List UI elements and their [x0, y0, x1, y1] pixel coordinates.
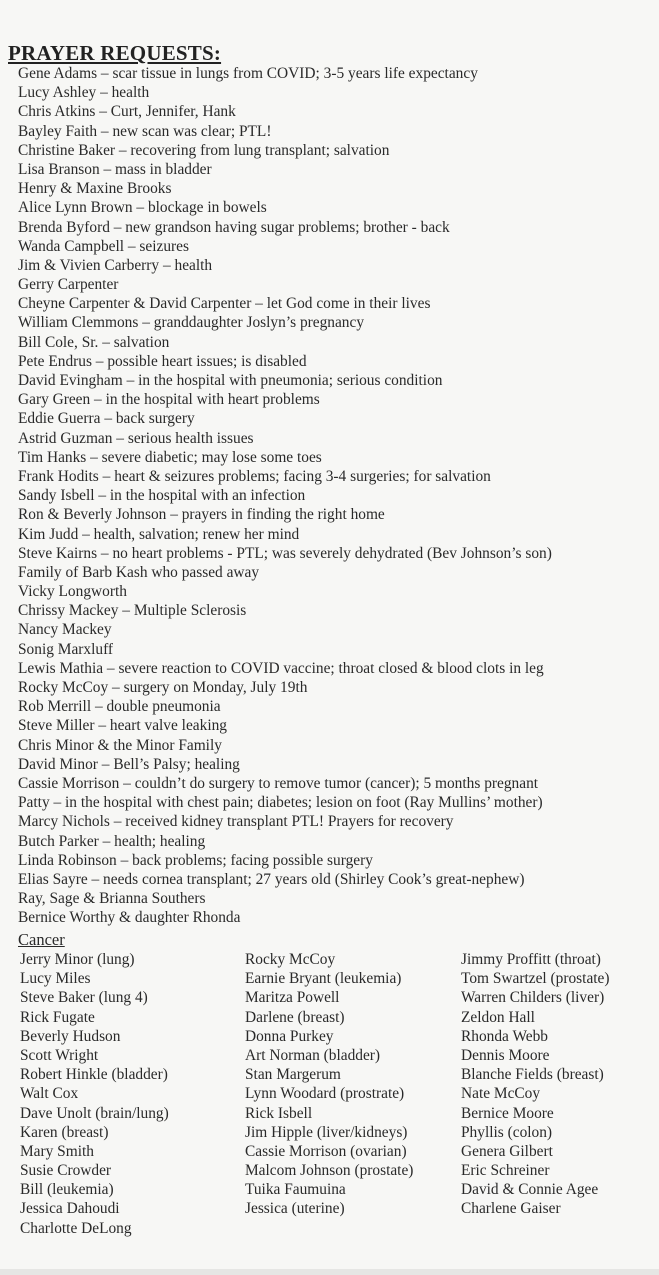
cancer-list-item: Jimmy Proffitt (throat) — [461, 951, 601, 968]
prayer-request-item: Jim & Vivien Carberry – health — [18, 256, 213, 274]
prayer-request-item: Marcy Nichols – received kidney transplant PTL! Prayers for recovery — [18, 813, 454, 831]
cancer-list-item: Cassie Morrison (ovarian) — [245, 1142, 407, 1160]
cancer-list-item: Scott Wright — [20, 1046, 99, 1064]
prayer-request-item: David Evingham – in the hospital with pneumonia; serious condition — [18, 372, 443, 389]
cancer-list-item: Nate McCoy — [461, 1085, 541, 1103]
cancer-list-item: Beverly Hudson — [20, 1027, 121, 1045]
prayer-request-item: Eddie Guerra – back surgery — [18, 410, 195, 428]
cancer-list-item: David & Connie Agee — [461, 1181, 599, 1199]
prayer-request-item: Pete Endrus – possible heart issues; is disabled — [18, 352, 307, 370]
cancer-list-item: Susie Crowder — [20, 1162, 112, 1180]
cancer-list-item: Charlotte DeLong — [20, 1219, 132, 1237]
prayer-request-item: Gene Adams – scar tissue in lungs from COVID; 3-5 years life expectancy — [18, 65, 478, 82]
cancer-list-item: Jim Hipple (liver/kidneys) — [245, 1123, 408, 1141]
page-title: PRAYER REQUESTS: — [8, 41, 222, 65]
cancer-list-item: Jessica (uterine) — [245, 1200, 345, 1218]
prayer-request-item: Lewis Mathia – severe reaction to COVID vaccine; throat closed & blood clots in leg — [18, 659, 544, 677]
prayer-request-item: Gary Green – in the hospital with heart problems — [18, 391, 320, 409]
prayer-request-item: Brenda Byford – new grandson having sugar problems; brother - back — [18, 218, 450, 236]
prayer-request-item: Christine Baker – recovering from lung transplant; salvation — [18, 141, 390, 159]
cancer-list-item: Rick Isbell — [245, 1104, 313, 1122]
cancer-list-item: Dave Unolt (brain/lung) — [20, 1104, 169, 1122]
cancer-list-item: Mary Smith — [20, 1142, 94, 1160]
cancer-list-item: Blanche Fields (breast) — [461, 1066, 604, 1084]
prayer-request-item: David Minor – Bell’s Palsy; healing — [18, 755, 240, 773]
cancer-list-item: Art Norman (bladder) — [245, 1046, 381, 1064]
prayer-request-item: Wanda Campbell – seizures — [18, 237, 189, 255]
prayer-request-item: Elias Sayre – needs cornea transplant; 27 years old (Shirley Cook’s great-nephew) — [18, 870, 525, 888]
prayer-request-item: Butch Parker – health; healing — [18, 832, 206, 850]
prayer-request-item: Nancy Mackey — [18, 621, 112, 639]
cancer-list-item: Walt Cox — [20, 1085, 79, 1103]
cancer-list-item: Lynn Woodard (prostrate) — [245, 1085, 405, 1103]
cancer-list-item: Rocky McCoy — [245, 951, 336, 968]
cancer-list-item: Genera Gilbert — [461, 1142, 553, 1160]
prayer-request-item: Patty – in the hospital with chest pain; diabetes; lesion on foot (Ray Mullins’ mother) — [18, 794, 543, 812]
prayer-request-item: Chrissy Mackey – Multiple Sclerosis — [18, 602, 247, 620]
prayer-request-item: Linda Robinson – back problems; facing possible surgery — [18, 851, 373, 869]
prayer-request-item: Rocky McCoy – surgery on Monday, July 19th — [18, 679, 308, 696]
prayer-request-item: Alice Lynn Brown – blockage in bowels — [18, 199, 267, 217]
cancer-heading: Cancer — [18, 930, 65, 949]
cancer-list-item: Malcom Johnson (prostate) — [245, 1162, 414, 1180]
prayer-request-item: Bill Cole, Sr. – salvation — [18, 333, 170, 351]
cancer-list-item: Rhonda Webb — [461, 1027, 548, 1045]
cancer-list-item: Tom Swartzel (prostate) — [461, 970, 610, 988]
prayer-request-item: William Clemmons – granddaughter Joslyn’s pregnancy — [18, 314, 365, 332]
cancer-list-item: Jerry Minor (lung) — [20, 951, 135, 968]
prayer-request-item: Lisa Branson – mass in bladder — [18, 160, 212, 178]
cancer-list-item: Stan Margerum — [245, 1066, 341, 1084]
prayer-request-item: Ron & Beverly Johnson – prayers in finding the right home — [18, 506, 385, 524]
cancer-list-item: Zeldon Hall — [461, 1008, 535, 1026]
prayer-request-item: Vicky Longworth — [18, 583, 127, 601]
prayer-request-item: Sonig Marxluff — [18, 640, 114, 658]
prayer-request-item: Gerry Carpenter — [18, 276, 119, 294]
cancer-list-item: Robert Hinkle (bladder) — [20, 1066, 168, 1084]
cancer-list-item: Phyllis (colon) — [461, 1123, 553, 1141]
cancer-list-item: Lucy Miles — [20, 970, 91, 988]
prayer-request-item: Sandy Isbell – in the hospital with an infection — [18, 487, 306, 505]
cancer-list-item: Karen (breast) — [20, 1123, 109, 1141]
prayer-request-item: Astrid Guzman – serious health issues — [18, 429, 254, 447]
prayer-request-list — [18, 64, 648, 927]
cancer-column-1 — [20, 950, 169, 1238]
cancer-column-3 — [461, 950, 610, 1219]
cancer-list-item: Maritza Powell — [245, 989, 340, 1007]
prayer-request-item: Steve Miller – heart valve leaking — [18, 717, 227, 735]
cancer-list-item: Darlene (breast) — [245, 1008, 345, 1026]
prayer-request-item: Family of Barb Kash who passed away — [18, 563, 260, 581]
cancer-list-item: Warren Childers (liver) — [461, 989, 605, 1007]
page-edge — [0, 1269, 659, 1275]
cancer-list-item: Donna Purkey — [245, 1027, 334, 1045]
cancer-list-item: Bernice Moore — [461, 1104, 554, 1122]
prayer-request-item: Kim Judd – health, salvation; renew her mind — [18, 525, 300, 543]
prayer-request-item: Tim Hanks – severe diabetic; may lose some toes — [18, 448, 322, 466]
prayer-request-item: Cassie Morrison – couldn’t do surgery to remove tumor (cancer); 5 months pregnant — [18, 774, 539, 792]
cancer-list-item: Steve Baker (lung 4) — [20, 989, 148, 1007]
cancer-list-item: Jessica Dahoudi — [20, 1200, 120, 1218]
prayer-request-item: Cheyne Carpenter & David Carpenter – let God come in their lives — [18, 295, 431, 313]
cancer-list-item: Charlene Gaiser — [461, 1200, 561, 1218]
cancer-list-item: Dennis Moore — [461, 1046, 550, 1064]
prayer-request-item: Henry & Maxine Brooks — [18, 180, 172, 198]
prayer-request-item: Steve Kairns – no heart problems - PTL; was severely dehydrated (Bev Johnson’s son) — [18, 544, 552, 562]
cancer-column-2 — [245, 950, 413, 1219]
prayer-request-item: Lucy Ashley – health — [18, 84, 150, 102]
prayer-request-item: Rob Merrill – double pneumonia — [18, 698, 221, 716]
cancer-list-item: Tuika Faumuina — [245, 1181, 346, 1199]
prayer-request-item: Bernice Worthy & daughter Rhonda — [18, 909, 241, 927]
prayer-request-item: Bayley Faith – new scan was clear; PTL! — [18, 122, 272, 140]
prayer-request-item: Ray, Sage & Brianna Southers — [18, 890, 206, 908]
cancer-list-item: Bill (leukemia) — [20, 1181, 114, 1199]
cancer-list-item: Earnie Bryant (leukemia) — [245, 970, 402, 988]
cancer-list-item: Eric Schreiner — [461, 1162, 550, 1180]
prayer-request-item: Frank Hodits – heart & seizures problems; facing 3-4 surgeries; for salvation — [18, 467, 491, 485]
prayer-request-item: Chris Atkins – Curt, Jennifer, Hank — [18, 103, 236, 121]
prayer-request-item: Chris Minor & the Minor Family — [18, 736, 222, 754]
cancer-list-item: Rick Fugate — [20, 1008, 95, 1026]
